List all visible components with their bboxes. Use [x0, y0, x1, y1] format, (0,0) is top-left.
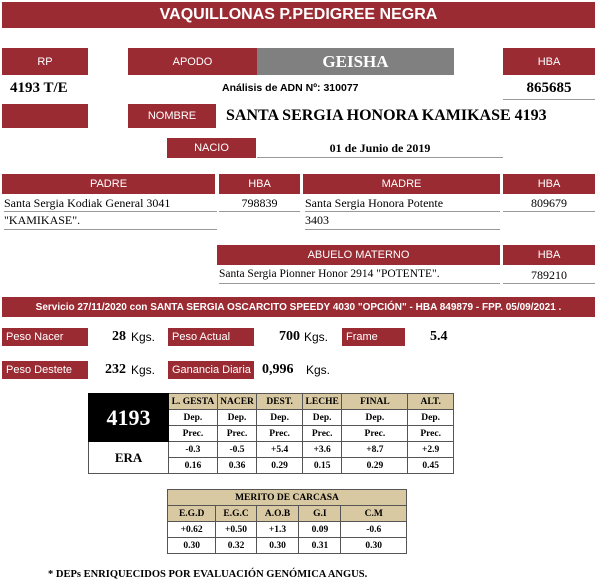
carcasa-header: E.G.C [216, 506, 257, 522]
nombre-label: NOMBRE [128, 104, 216, 128]
dep-header: DEST. [257, 394, 303, 410]
madre-label: MADRE [303, 174, 500, 194]
abuelo-hba-value: 789210 [503, 268, 595, 284]
abuelo-label: ABUELO MATERNO [217, 245, 500, 265]
dep-value: +8.7 [342, 442, 408, 458]
dep-table [88, 393, 454, 474]
dep-header: FINAL [342, 394, 408, 410]
dep-label: Dep. [257, 410, 303, 426]
carcasa-prec-value: 0.31 [299, 538, 341, 554]
carcasa-header: G.I [299, 506, 341, 522]
prec-value: 0.15 [302, 458, 342, 474]
carcasa-header: A.O.B [256, 506, 298, 522]
dep-id-cell: 4193 [89, 394, 169, 442]
era-cell: ERA [89, 442, 169, 474]
prec-value: 0.16 [169, 458, 218, 474]
prec-value: 0.29 [342, 458, 408, 474]
dep-label: Dep. [408, 410, 454, 426]
dep-header: NACER [217, 394, 257, 410]
madre-name-line2: 3403 [305, 213, 500, 230]
hba-label: HBA [503, 48, 595, 75]
frame-value: 5.4 [430, 329, 448, 344]
dep-label: Dep. [169, 410, 218, 426]
madre-name-line1: Santa Sergia Honora Potente [305, 196, 500, 212]
prec-label: Prec. [342, 426, 408, 442]
dep-value: -0.3 [169, 442, 218, 458]
peso-destete-label: Peso Destete [2, 361, 88, 379]
hba-value: 865685 [503, 80, 595, 100]
blank-red-box [2, 104, 88, 128]
prec-value: 0.36 [217, 458, 257, 474]
carcasa-header: C.M [341, 506, 407, 522]
carcasa-title: MERITO DE CARCASA [168, 490, 407, 506]
carcasa-prec-value: 0.30 [341, 538, 407, 554]
rp-value: 4193 T/E [10, 80, 68, 96]
carcasa-dep-value: 0.09 [299, 522, 341, 538]
carcasa-prec-value: 0.30 [256, 538, 298, 554]
dep-value: -0.5 [217, 442, 257, 458]
dep-label: Dep. [217, 410, 257, 426]
page-title: VAQUILLONAS P.PEDIGREE NEGRA [2, 2, 595, 28]
dep-value: +3.6 [302, 442, 342, 458]
footnote: * DEPs ENRIQUECIDOS POR EVALUACIÓN GENÓMICA ANGUS. [48, 569, 368, 580]
carcasa-prec-value: 0.30 [168, 538, 216, 554]
prec-label: Prec. [217, 426, 257, 442]
prec-label: Prec. [169, 426, 218, 442]
carcasa-dep-value: +0.62 [168, 522, 216, 538]
peso-nacer-unit: Kgs. [131, 330, 156, 344]
nombre-value: SANTA SERGIA HONORA KAMIKASE 4193 [226, 107, 547, 124]
carcasa-prec-value: 0.32 [216, 538, 257, 554]
servicio-bar: Servicio 27/11/2020 con SANTA SERGIA OSCARCITO SPEEDY 4030 "OPCIÓN" - HBA 849879 - FPP. 05/09/2021 . [2, 297, 595, 317]
dep-header: L. GESTA [169, 394, 218, 410]
padre-name-line2: "KAMIKASE". [4, 213, 217, 230]
peso-destete-value: 232 [105, 362, 126, 377]
abuelo-hba-label: HBA [503, 245, 595, 265]
ganancia-unit: Kgs. [306, 363, 331, 377]
prec-value: 0.45 [408, 458, 454, 474]
prec-value: 0.29 [257, 458, 303, 474]
rp-label: RP [2, 48, 88, 75]
peso-actual-label: Peso Actual [168, 328, 254, 346]
peso-nacer-label: Peso Nacer [2, 328, 88, 346]
madre-hba-label: HBA [503, 174, 595, 194]
carcasa-table [167, 489, 407, 554]
apodo-value: GEISHA [257, 48, 454, 75]
dep-label: Dep. [342, 410, 408, 426]
prec-label: Prec. [257, 426, 303, 442]
padre-hba-value: 798839 [219, 196, 300, 212]
dep-value: +5.4 [257, 442, 303, 458]
nacio-value: 01 de Junio de 2019 [257, 140, 503, 158]
madre-hba-value: 809679 [503, 196, 595, 212]
carcasa-header: E.G.D [168, 506, 216, 522]
padre-label: PADRE [2, 174, 215, 194]
peso-destete-unit: Kgs. [131, 363, 156, 377]
prec-label: Prec. [408, 426, 454, 442]
abuelo-name: Santa Sergia Pionner Honor 2914 "POTENTE". [219, 268, 500, 284]
dep-label: Dep. [302, 410, 342, 426]
padre-hba-label: HBA [219, 174, 300, 194]
ganancia-value: 0,996 [262, 362, 294, 377]
nacio-label: NACIO [167, 138, 256, 158]
prec-label: Prec. [302, 426, 342, 442]
carcasa-dep-value: -0.6 [341, 522, 407, 538]
peso-actual-value: 700 [279, 329, 300, 344]
peso-nacer-value: 28 [112, 329, 126, 344]
peso-actual-unit: Kgs. [304, 330, 329, 344]
adn-text: Análisis de ADN Nº: 310077 [222, 82, 359, 94]
apodo-label: APODO [128, 48, 257, 75]
frame-label: Frame [342, 328, 405, 346]
dep-header: ALT. [408, 394, 454, 410]
carcasa-dep-value: +0.50 [216, 522, 257, 538]
padre-name-line1: Santa Sergia Kodiak General 3041 [4, 196, 217, 212]
ganancia-label: Ganancia Diaria [168, 361, 254, 379]
carcasa-dep-value: +1.3 [256, 522, 298, 538]
dep-value: +2.9 [408, 442, 454, 458]
dep-header: LECHE [302, 394, 342, 410]
